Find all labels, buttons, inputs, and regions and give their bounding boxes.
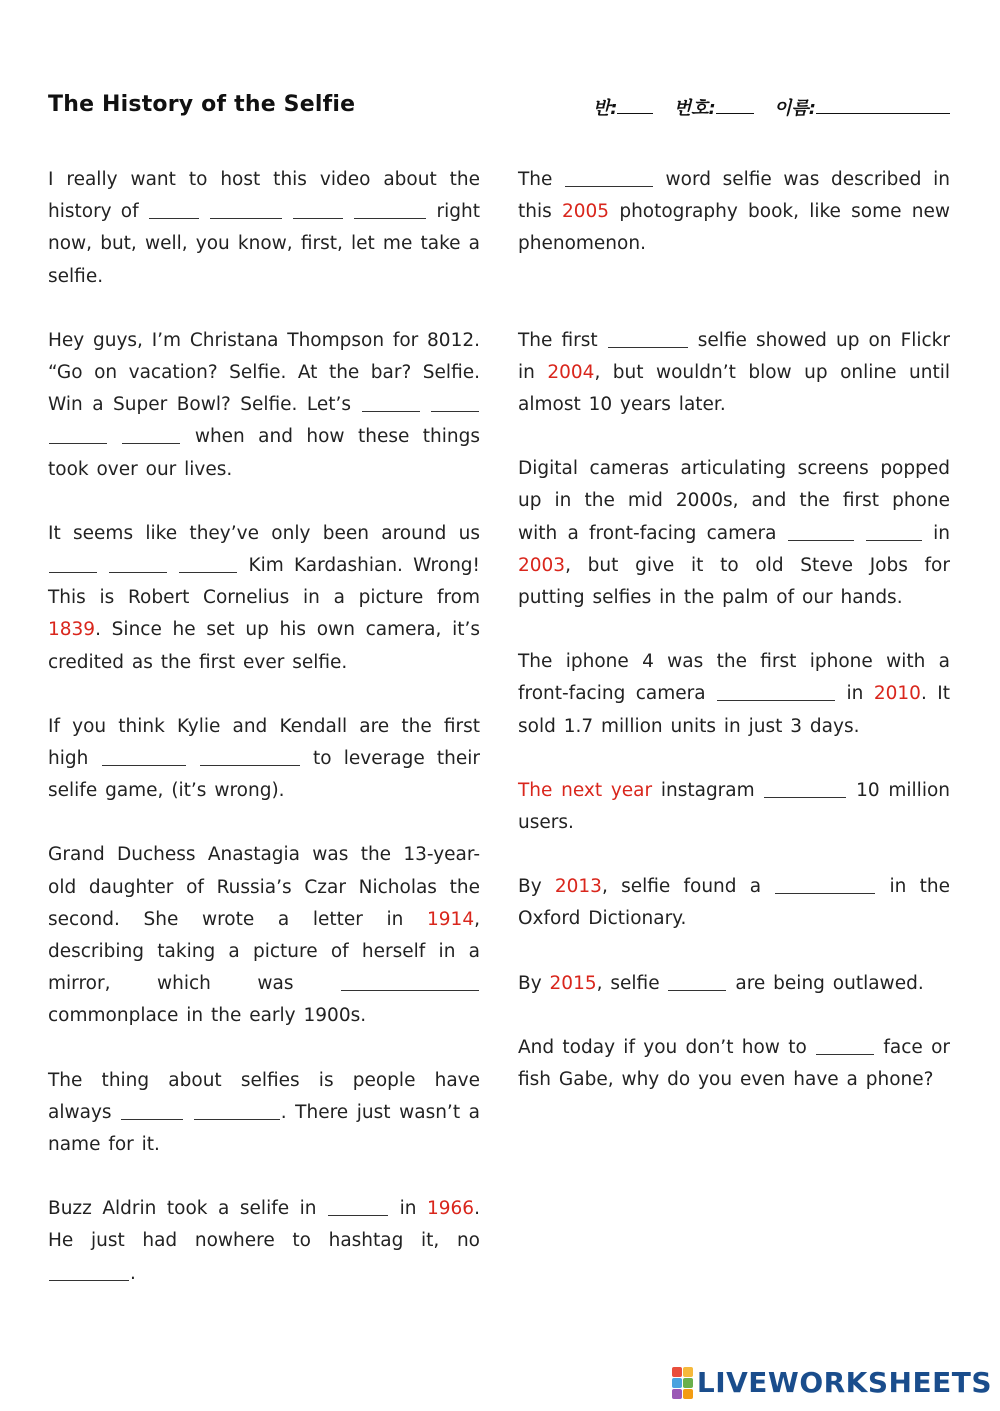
student-info-header	[593, 94, 950, 120]
text: By	[518, 876, 542, 898]
blank-input[interactable]	[210, 198, 282, 219]
text: . He just had nowhere to hashtag it, no	[48, 1198, 480, 1252]
blank-input[interactable]	[149, 198, 199, 219]
paragraph	[518, 164, 950, 261]
text: . It sold 1.7 million units in just 3 days.	[518, 683, 950, 737]
class-label: 반:	[592, 98, 618, 119]
text: . Since he set up his own camera, it’s credited as the first ever selfie.	[48, 619, 480, 673]
text: .	[130, 1262, 136, 1284]
text: instagram	[660, 779, 755, 801]
text: are being outlawed.	[735, 972, 924, 994]
blank-input[interactable]	[668, 970, 726, 991]
logo-icon	[672, 1367, 693, 1399]
blank-input[interactable]	[328, 1195, 388, 1216]
blank-input[interactable]	[49, 552, 97, 573]
blank-input[interactable]	[102, 745, 186, 766]
text: , selfie	[596, 972, 660, 994]
text: , but wouldn’t blow up online until almost 10 years later.	[518, 361, 950, 416]
text: The	[518, 169, 553, 190]
text: Grand Duchess Anastagia was the 13-year-old daughter of Russia’s Czar Nicholas the second. She wrote a letter in	[48, 844, 480, 930]
year-highlight: 2010	[873, 683, 921, 705]
text: Hey guys, I’m Christana Thompson for 8012. “Go on vacation? Selfie. At the bar? Selfie. Win a Super Bowl? Selfie. Let’s	[48, 329, 480, 416]
blank-input[interactable]	[354, 198, 426, 219]
blank-input[interactable]	[179, 552, 237, 573]
text: , selfie found a	[601, 876, 762, 898]
number-label: 번호:	[673, 98, 716, 119]
blank-input[interactable]	[717, 680, 835, 701]
paragraph	[518, 968, 950, 1000]
year-highlight: 2015	[549, 972, 597, 994]
text: The first	[518, 329, 598, 351]
text: face or fish Gabe, why do you even have a phone?	[518, 1036, 950, 1091]
text: And today if you don’t how to	[518, 1036, 807, 1058]
text: 10 million users.	[518, 779, 951, 834]
blank-input[interactable]	[109, 552, 167, 573]
paragraph	[48, 1193, 480, 1290]
blank-input[interactable]	[293, 198, 343, 219]
text: in the Oxford Dictionary.	[518, 876, 950, 930]
paragraph	[48, 839, 480, 1032]
text: . There just wasn’t a name for it.	[48, 1101, 480, 1156]
text: when and how these things took over our lives.	[48, 426, 480, 480]
blank-input[interactable]	[194, 1099, 280, 1120]
blank-input[interactable]	[341, 970, 479, 991]
year-highlight: 2005	[562, 201, 610, 223]
text: Buzz Aldrin took a selife in	[48, 1198, 317, 1220]
blank-input[interactable]	[788, 520, 854, 541]
text: in	[846, 683, 864, 705]
worksheet-title: The History of the Selfie	[48, 92, 356, 117]
year-highlight: 1914	[427, 908, 475, 930]
blank-input[interactable]	[362, 391, 420, 412]
blank-input[interactable]	[764, 777, 846, 798]
logo-text: LIVEWORKSHEETS	[696, 1366, 992, 1399]
paragraph	[518, 453, 950, 614]
text: , describing taking a picture of herself in a mirror, which was	[48, 908, 480, 995]
paragraph	[518, 646, 950, 743]
paragraph	[518, 871, 950, 935]
paragraph	[48, 518, 480, 679]
blank-input[interactable]	[122, 423, 180, 444]
text: right now, but, well, you know, first, let me take a selfie.	[48, 201, 480, 287]
name-label: 이름:	[774, 98, 816, 119]
paragraph	[48, 1065, 480, 1162]
text: selfie showed up on Flickr in	[518, 329, 950, 383]
paragraph	[48, 164, 480, 293]
blank-input[interactable]	[816, 1034, 874, 1055]
paragraph	[518, 325, 950, 422]
year-highlight: 2013	[554, 876, 602, 898]
paragraph	[518, 1032, 950, 1096]
name-field[interactable]	[816, 97, 950, 114]
text: The thing about selfies is people have always	[48, 1069, 480, 1123]
blank-input[interactable]	[121, 1099, 183, 1120]
blank-input[interactable]	[866, 520, 922, 541]
text: I really want to host this video about the history of	[48, 169, 480, 223]
liveworksheets-logo	[672, 1366, 992, 1399]
year-highlight: 1839	[48, 619, 96, 641]
text: Kim Kardashian. Wrong! This is Robert Cornelius in a picture from	[48, 555, 480, 609]
text: By	[518, 972, 542, 994]
year-highlight: 2003	[518, 554, 566, 576]
year-highlight: 1966	[426, 1198, 475, 1220]
text: , but give it to old Steve Jobs for putting selfies in the palm of our hands.	[518, 554, 950, 609]
class-field[interactable]	[617, 97, 653, 114]
text: to leverage their selife game, (it’s wrong).	[48, 748, 481, 802]
blank-input[interactable]	[49, 1260, 129, 1281]
paragraph	[518, 775, 950, 839]
text: Digital cameras articulating screens popped up in the mid 2000s, and the first phone with a front-facing camera	[518, 458, 950, 544]
text: photography book, like some new phenomenon.	[518, 201, 950, 255]
text: The iphone 4 was the first iphone with a front-facing camera	[518, 651, 950, 705]
text: word selfie was described in this	[518, 169, 950, 223]
paragraph	[48, 325, 480, 486]
blank-input[interactable]	[200, 745, 300, 766]
left-column	[48, 164, 480, 1322]
blank-input[interactable]	[49, 423, 107, 444]
year-highlight: 2004	[547, 361, 595, 383]
paragraph	[48, 711, 480, 808]
blank-input[interactable]	[608, 327, 688, 348]
blank-input[interactable]	[431, 391, 479, 412]
right-column	[518, 164, 950, 1128]
text: If you think Kylie and Kendall are the first high	[48, 715, 480, 770]
text: in	[933, 522, 950, 544]
blank-input[interactable]	[775, 873, 875, 894]
date-highlight: The next year	[518, 779, 653, 801]
text: It seems like they’ve only been around us	[48, 522, 480, 544]
blank-input[interactable]	[565, 166, 653, 187]
number-field[interactable]	[716, 97, 754, 114]
text: in	[399, 1198, 417, 1220]
text: commonplace in the early 1900s.	[48, 1005, 367, 1027]
